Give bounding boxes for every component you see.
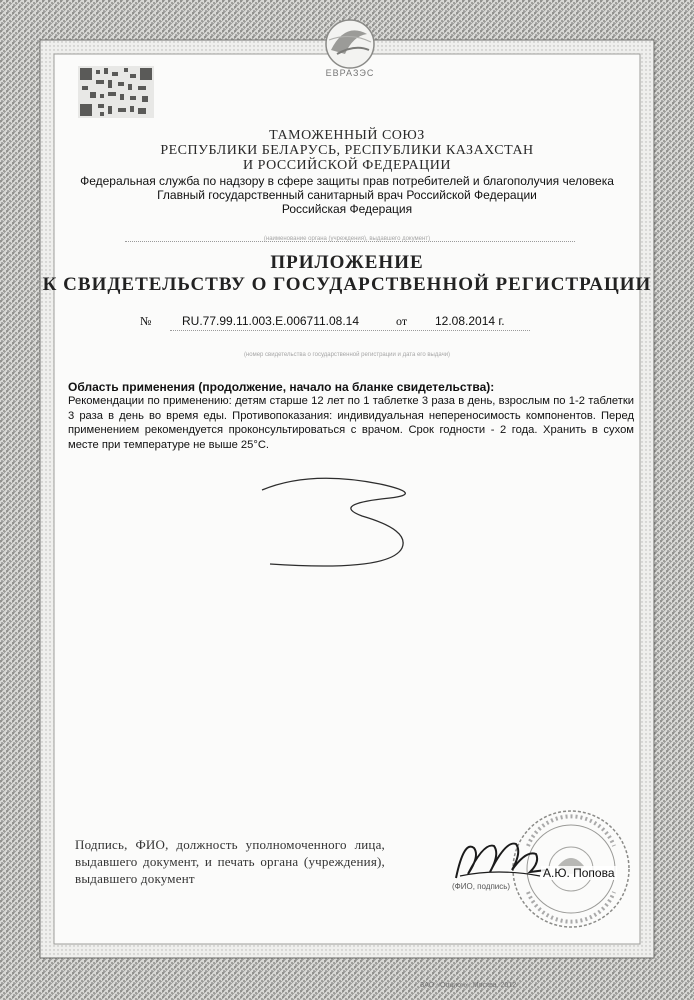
signature-authority-label: Подпись, ФИО, должность уполномоченного лица, выдавшего документ, и печать органа (учреждения), выдавшего документ [75, 837, 385, 886]
eurasian-economic-community-emblem-icon [305, 14, 395, 80]
header-customs-union: ТАМОЖЕННЫЙ СОЮЗ [269, 128, 425, 143]
qr-code-icon [78, 66, 154, 118]
registration-number-sign: № [140, 314, 152, 328]
document-subtitle: К СВИДЕТЕЛЬСТВУ О ГОСУДАРСТВЕННОЙ РЕГИСТРАЦИИ [42, 274, 652, 295]
issuer-caption: (наименование органа (учреждения), выдавшего документ) [263, 236, 431, 242]
header-federal-service: Федеральная служба по надзору в сфере защиты прав потребителей и благополучия человека [80, 174, 614, 188]
scope-section-title: Область применения (продолжение, начало на бланке свидетельства): [68, 380, 495, 394]
printing-note: ЗАО «Опцион», Москва, 2012 [420, 982, 517, 989]
header-country: Российская Федерация [281, 202, 413, 216]
page-closing-mark [250, 468, 450, 578]
registration-date: 12.08.2014 г. [435, 314, 505, 328]
registration-caption: (номер свидетельства о государственной регистрации и дата его выдачи) [243, 352, 451, 358]
emblem-caption: ЕВРАЗЭС [325, 68, 375, 78]
header-russian-federation: И РОССИЙСКОЙ ФЕДЕРАЦИИ [243, 158, 451, 173]
header-chief-doctor: Главный государственный санитарный врач Российской Федерации [157, 188, 537, 202]
registration-line [170, 330, 530, 331]
registration-from-label: от [396, 314, 408, 328]
signer-caption: (ФИО, подпись) [452, 882, 511, 891]
signer-name: А.Ю. Попова [543, 866, 615, 880]
handwritten-signature [450, 832, 550, 888]
header-republics: РЕСПУБЛИКИ БЕЛАРУСЬ, РЕСПУБЛИКИ КАЗАХСТАН [160, 143, 534, 158]
scope-body-text: Рекомендации по применению: детям старше 12 лет по 1 таблетке 3 раза в день, взрослым по 1-2 таблетки 3 раза в день во время еды. Противопоказания: индивидуальная непереносимость компонентов. Перед применением рекомендуется проконсультироваться с врачом. Срок годности - 2 года. Хранить в сухом месте при температуре не выше 25°С. [68, 395, 634, 451]
document-title: ПРИЛОЖЕНИЕ [270, 252, 424, 273]
registration-number: RU.77.99.11.003.E.006711.08.14 [182, 314, 360, 328]
